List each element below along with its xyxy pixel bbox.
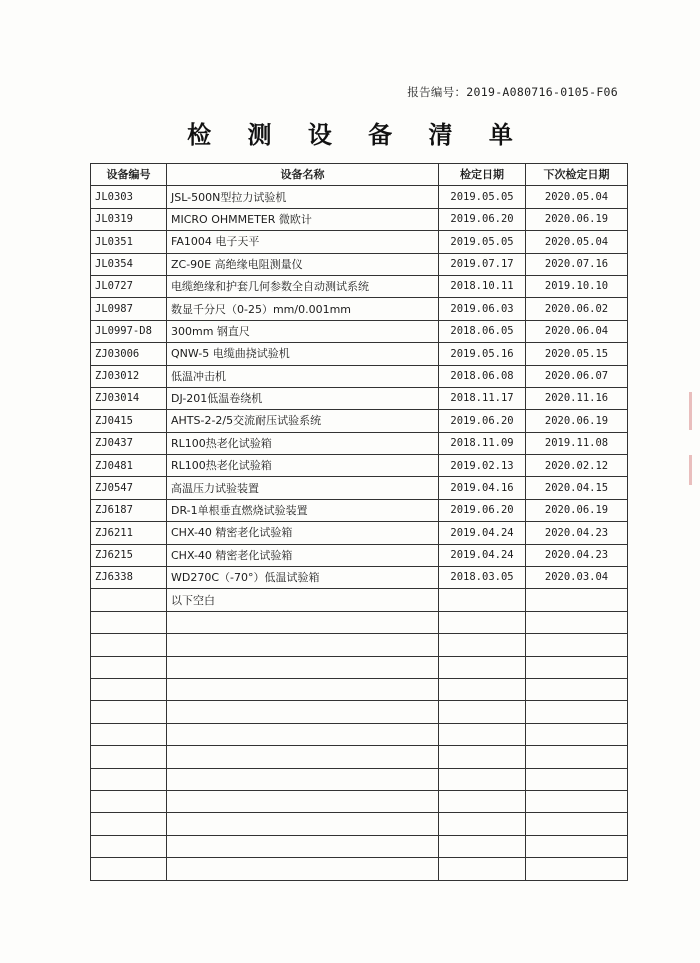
cell-calibration-date xyxy=(439,746,526,768)
cell-next-calibration-date: 2020.07.16 xyxy=(526,253,628,275)
cell-equipment-code: JL0987 xyxy=(91,298,167,320)
cell-equipment-name: ZC-90E 高绝缘电阻测量仪 xyxy=(167,253,439,275)
cell-calibration-date xyxy=(439,858,526,880)
cell-equipment-code: ZJ0437 xyxy=(91,432,167,454)
table-row xyxy=(91,410,628,432)
cell-calibration-date: 2018.06.08 xyxy=(439,365,526,387)
table-row xyxy=(91,544,628,566)
table-row xyxy=(91,589,628,611)
cell-equipment-name: WD270C（-70°）低温试验箱 xyxy=(167,567,439,589)
table-row xyxy=(91,611,628,633)
table-row xyxy=(91,701,628,723)
cell-calibration-date: 2019.06.20 xyxy=(439,499,526,521)
cell-equipment-name xyxy=(167,701,439,723)
cell-equipment-name: CHX-40 精密老化试验箱 xyxy=(167,544,439,566)
cell-equipment-name xyxy=(167,634,439,656)
cell-equipment-code: ZJ0415 xyxy=(91,410,167,432)
cell-calibration-date: 2019.06.20 xyxy=(439,410,526,432)
cell-equipment-name: 低温冲击机 xyxy=(167,365,439,387)
table-row xyxy=(91,231,628,253)
cell-calibration-date: 2018.10.11 xyxy=(439,275,526,297)
cell-equipment-name xyxy=(167,678,439,700)
cell-calibration-date: 2019.05.05 xyxy=(439,186,526,208)
cell-calibration-date xyxy=(439,701,526,723)
cell-equipment-code xyxy=(91,656,167,678)
cell-equipment-name: AHTS-2-2/5交流耐压试验系统 xyxy=(167,410,439,432)
cell-equipment-code xyxy=(91,678,167,700)
cell-equipment-name: RL100热老化试验箱 xyxy=(167,432,439,454)
cell-next-calibration-date: 2020.04.23 xyxy=(526,522,628,544)
cell-calibration-date xyxy=(439,611,526,633)
cell-equipment-name: 高温压力试验装置 xyxy=(167,477,439,499)
cell-equipment-code: JL0354 xyxy=(91,253,167,275)
cell-equipment-code: JL0351 xyxy=(91,231,167,253)
cell-next-calibration-date: 2020.03.04 xyxy=(526,567,628,589)
cell-equipment-name: 电缆绝缘和护套几何参数全自动测试系统 xyxy=(167,275,439,297)
cell-equipment-code: ZJ6338 xyxy=(91,567,167,589)
cell-next-calibration-date: 2020.04.23 xyxy=(526,544,628,566)
cell-equipment-code: JL0319 xyxy=(91,208,167,230)
cell-calibration-date xyxy=(439,678,526,700)
table-row xyxy=(91,768,628,790)
cell-next-calibration-date xyxy=(526,701,628,723)
cell-next-calibration-date xyxy=(526,746,628,768)
report-number: 报告编号：2019-A080716-0105-F06 xyxy=(407,85,618,99)
table-row xyxy=(91,208,628,230)
cell-calibration-date: 2019.04.24 xyxy=(439,522,526,544)
cell-equipment-name: 以下空白 xyxy=(167,589,439,611)
cell-equipment-name xyxy=(167,656,439,678)
cell-equipment-code xyxy=(91,835,167,857)
cell-equipment-name: QNW-5 电缆曲挠试验机 xyxy=(167,343,439,365)
table-row xyxy=(91,499,628,521)
cell-next-calibration-date xyxy=(526,835,628,857)
cell-calibration-date: 2019.05.05 xyxy=(439,231,526,253)
cell-equipment-code: ZJ0481 xyxy=(91,455,167,477)
cell-next-calibration-date xyxy=(526,768,628,790)
cell-equipment-name xyxy=(167,813,439,835)
cell-calibration-date xyxy=(439,835,526,857)
cell-next-calibration-date: 2020.06.02 xyxy=(526,298,628,320)
cell-equipment-code: ZJ03006 xyxy=(91,343,167,365)
cell-calibration-date xyxy=(439,790,526,812)
cell-next-calibration-date: 2020.06.07 xyxy=(526,365,628,387)
cell-next-calibration-date: 2020.11.16 xyxy=(526,387,628,409)
cell-next-calibration-date: 2020.06.04 xyxy=(526,320,628,342)
cell-next-calibration-date xyxy=(526,790,628,812)
cell-next-calibration-date: 2020.05.15 xyxy=(526,343,628,365)
cell-equipment-code xyxy=(91,723,167,745)
stamp-fragment xyxy=(689,455,692,485)
cell-equipment-code xyxy=(91,790,167,812)
cell-equipment-name: CHX-40 精密老化试验箱 xyxy=(167,522,439,544)
table-header-row xyxy=(91,164,628,186)
cell-next-calibration-date xyxy=(526,634,628,656)
header-name: 设备名称 xyxy=(167,164,439,186)
cell-equipment-code xyxy=(91,768,167,790)
cell-equipment-name xyxy=(167,723,439,745)
cell-next-calibration-date xyxy=(526,858,628,880)
cell-equipment-name: 数显千分尺（0-25）mm/0.001mm xyxy=(167,298,439,320)
cell-equipment-code: JL0997-D8 xyxy=(91,320,167,342)
cell-next-calibration-date xyxy=(526,589,628,611)
table-row xyxy=(91,186,628,208)
table-row xyxy=(91,656,628,678)
table-row xyxy=(91,253,628,275)
cell-equipment-code: ZJ03014 xyxy=(91,387,167,409)
cell-equipment-name: DJ-201低温卷绕机 xyxy=(167,387,439,409)
page-title: 检 测 设 备 清 单 xyxy=(187,120,527,149)
cell-calibration-date: 2018.11.09 xyxy=(439,432,526,454)
cell-equipment-code xyxy=(91,746,167,768)
table-row xyxy=(91,634,628,656)
table-row xyxy=(91,723,628,745)
cell-equipment-code: ZJ6187 xyxy=(91,499,167,521)
cell-calibration-date xyxy=(439,634,526,656)
table-row xyxy=(91,343,628,365)
cell-next-calibration-date: 2020.06.19 xyxy=(526,499,628,521)
cell-next-calibration-date: 2020.02.12 xyxy=(526,455,628,477)
table-row xyxy=(91,746,628,768)
header-code: 设备编号 xyxy=(91,164,167,186)
cell-equipment-name xyxy=(167,768,439,790)
cell-equipment-name: JSL-500N型拉力试验机 xyxy=(167,186,439,208)
cell-calibration-date: 2019.02.13 xyxy=(439,455,526,477)
cell-calibration-date: 2019.06.20 xyxy=(439,208,526,230)
cell-next-calibration-date: 2020.06.19 xyxy=(526,410,628,432)
cell-equipment-name xyxy=(167,611,439,633)
table-row xyxy=(91,365,628,387)
cell-calibration-date xyxy=(439,813,526,835)
table-row xyxy=(91,455,628,477)
cell-next-calibration-date xyxy=(526,723,628,745)
table-row xyxy=(91,567,628,589)
cell-equipment-code xyxy=(91,858,167,880)
cell-equipment-code: ZJ03012 xyxy=(91,365,167,387)
cell-next-calibration-date: 2020.04.15 xyxy=(526,477,628,499)
cell-equipment-name: RL100热老化试验箱 xyxy=(167,455,439,477)
table-row xyxy=(91,320,628,342)
cell-calibration-date: 2019.07.17 xyxy=(439,253,526,275)
cell-equipment-code xyxy=(91,634,167,656)
header-next-calibration-date: 下次检定日期 xyxy=(526,164,628,186)
cell-equipment-name: MICRO OHMMETER 微欧计 xyxy=(167,208,439,230)
cell-equipment-code xyxy=(91,589,167,611)
cell-calibration-date: 2018.03.05 xyxy=(439,567,526,589)
cell-calibration-date: 2019.05.16 xyxy=(439,343,526,365)
stamp-fragment xyxy=(689,392,692,430)
table-row xyxy=(91,298,628,320)
cell-calibration-date xyxy=(439,589,526,611)
table-row xyxy=(91,432,628,454)
cell-next-calibration-date: 2020.05.04 xyxy=(526,186,628,208)
cell-calibration-date: 2018.11.17 xyxy=(439,387,526,409)
cell-next-calibration-date: 2020.05.04 xyxy=(526,231,628,253)
table-row xyxy=(91,477,628,499)
cell-calibration-date xyxy=(439,768,526,790)
cell-equipment-name: DR-1单根垂直燃烧试验装置 xyxy=(167,499,439,521)
table-row xyxy=(91,275,628,297)
table-row xyxy=(91,522,628,544)
cell-calibration-date xyxy=(439,656,526,678)
cell-equipment-code xyxy=(91,611,167,633)
cell-calibration-date: 2019.04.24 xyxy=(439,544,526,566)
cell-calibration-date: 2019.04.16 xyxy=(439,477,526,499)
table-row xyxy=(91,678,628,700)
cell-next-calibration-date: 2019.10.10 xyxy=(526,275,628,297)
cell-equipment-name xyxy=(167,858,439,880)
cell-equipment-code: ZJ6211 xyxy=(91,522,167,544)
cell-equipment-code xyxy=(91,701,167,723)
equipment-table xyxy=(90,163,628,881)
table-row xyxy=(91,813,628,835)
cell-next-calibration-date xyxy=(526,656,628,678)
cell-equipment-code: JL0303 xyxy=(91,186,167,208)
table-row xyxy=(91,835,628,857)
cell-equipment-name: FA1004 电子天平 xyxy=(167,231,439,253)
cell-equipment-code: ZJ6215 xyxy=(91,544,167,566)
cell-next-calibration-date xyxy=(526,678,628,700)
table-row xyxy=(91,790,628,812)
cell-equipment-code: ZJ0547 xyxy=(91,477,167,499)
cell-next-calibration-date xyxy=(526,813,628,835)
cell-next-calibration-date: 2020.06.19 xyxy=(526,208,628,230)
cell-equipment-code: JL0727 xyxy=(91,275,167,297)
cell-calibration-date: 2019.06.03 xyxy=(439,298,526,320)
header-calibration-date: 检定日期 xyxy=(439,164,526,186)
cell-equipment-name: 300mm 钢直尺 xyxy=(167,320,439,342)
table-row xyxy=(91,858,628,880)
table-row xyxy=(91,387,628,409)
cell-calibration-date xyxy=(439,723,526,745)
cell-next-calibration-date: 2019.11.08 xyxy=(526,432,628,454)
cell-equipment-code xyxy=(91,813,167,835)
cell-next-calibration-date xyxy=(526,611,628,633)
cell-equipment-name xyxy=(167,746,439,768)
cell-equipment-name xyxy=(167,835,439,857)
cell-equipment-name xyxy=(167,790,439,812)
cell-calibration-date: 2018.06.05 xyxy=(439,320,526,342)
